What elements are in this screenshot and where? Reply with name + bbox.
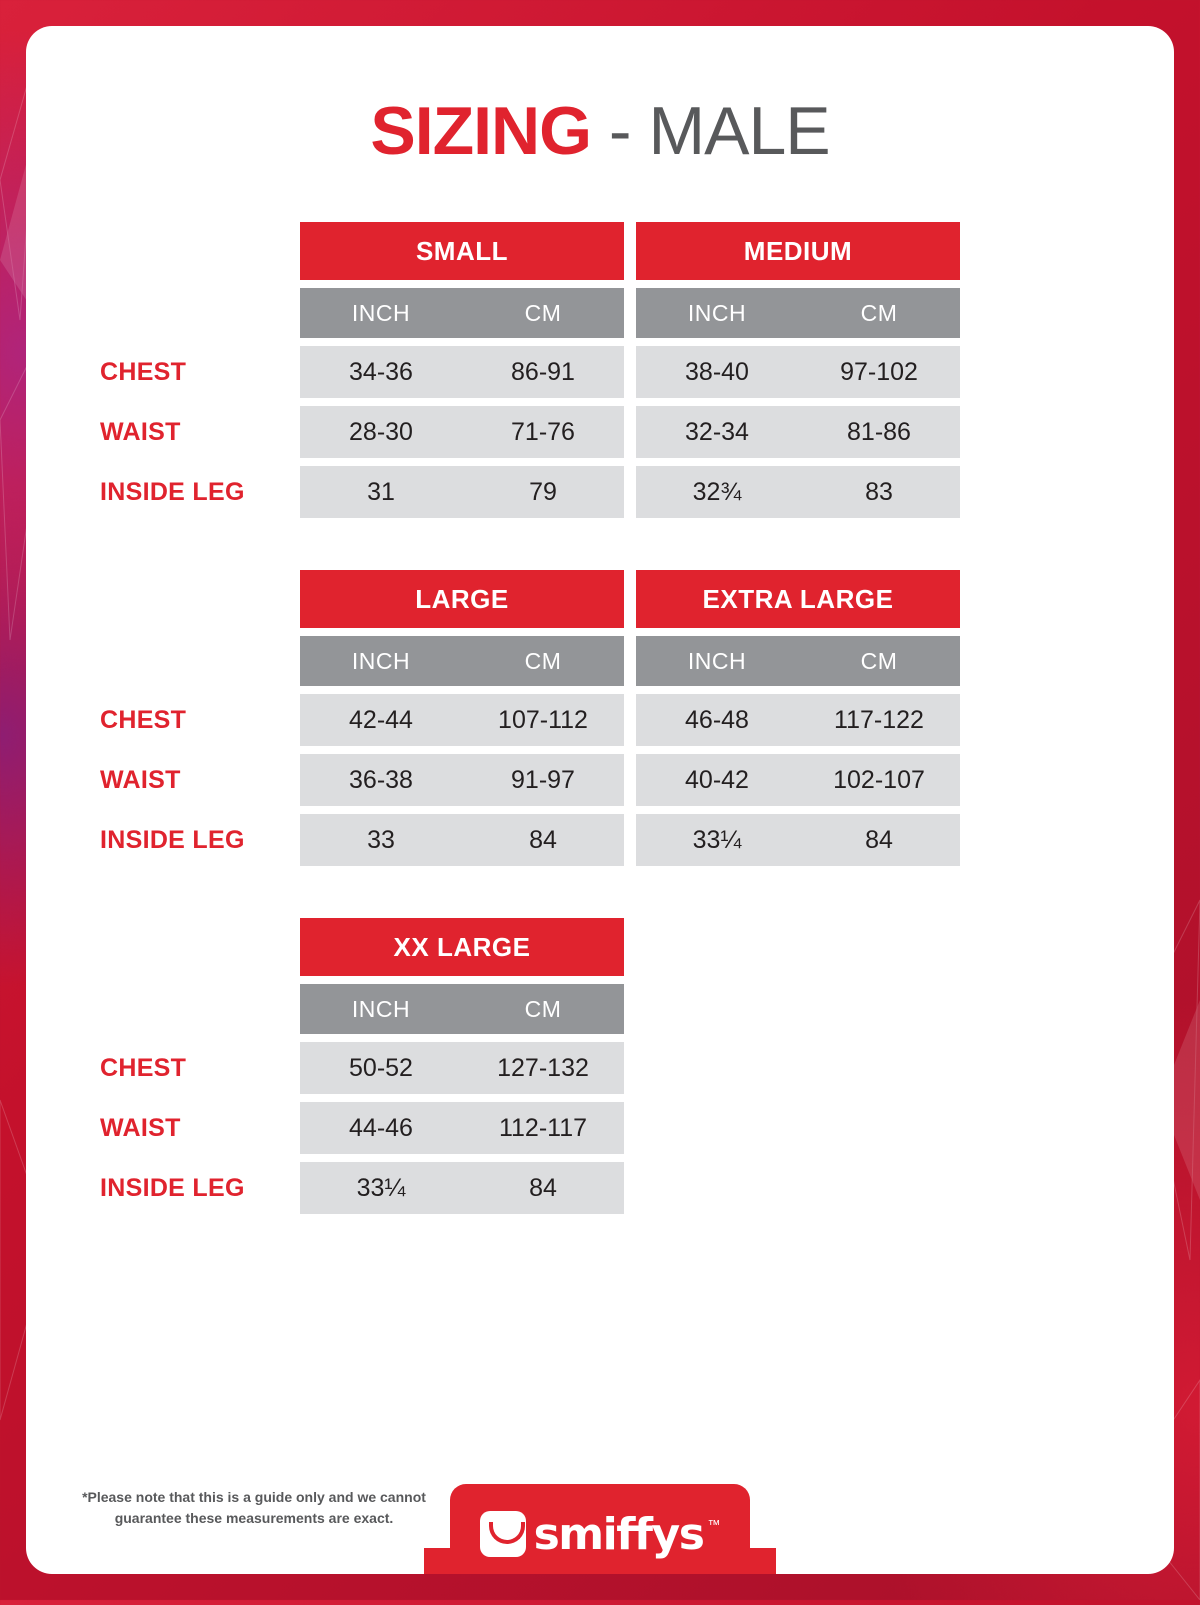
footnote: *Please note that this is a guide only and we cannot guarantee these measurements are exact. (82, 1489, 426, 1526)
table-cell: 34-36 (300, 346, 462, 398)
column-gap (624, 918, 636, 976)
empty-cell (798, 984, 960, 1034)
empty-cell (798, 918, 960, 976)
row-label: CHEST (100, 1053, 187, 1082)
table-cell: 32-34 (636, 406, 798, 458)
table-cell: 102-107 (798, 754, 960, 806)
table-cell: 84 (798, 814, 960, 866)
table-cell: 38-40 (636, 346, 798, 398)
unit-header: CM (798, 636, 960, 686)
table-cell: 117-122 (798, 694, 960, 746)
size-header: SMALL (300, 222, 624, 280)
table-cell: 32¾ (636, 466, 798, 518)
corner-spacer (100, 288, 300, 338)
table-cell: 33 (300, 814, 462, 866)
row-label: WAIST (100, 765, 181, 794)
size-header: MEDIUM (636, 222, 960, 280)
page-title-light: MALE (648, 93, 830, 169)
column-gap (624, 1162, 636, 1214)
size-table-2 (100, 570, 1100, 866)
size-table-3 (100, 918, 1100, 1214)
brand-name: smiffys (533, 1508, 704, 1560)
page-title-bold: SIZING (370, 93, 592, 169)
unit-header: CM (462, 288, 624, 338)
table-cell: 81-86 (798, 406, 960, 458)
column-gap (624, 694, 636, 746)
table-cell: 44-46 (300, 1102, 462, 1154)
table-cell: 84 (462, 1162, 624, 1214)
column-gap (624, 570, 636, 628)
table-cell: 33¼ (300, 1162, 462, 1214)
table-cell: 42-44 (300, 694, 462, 746)
table-cell: 127-132 (462, 1042, 624, 1094)
column-gap (624, 1102, 636, 1154)
row-label: WAIST (100, 1113, 181, 1142)
sizing-card (26, 26, 1174, 1574)
column-gap (624, 406, 636, 458)
size-block-2 (100, 570, 1100, 866)
table-cell: 36-38 (300, 754, 462, 806)
row-label: WAIST (100, 417, 181, 446)
row-label: CHEST (100, 357, 187, 386)
table-cell: 46-48 (636, 694, 798, 746)
row-label: INSIDE LEG (100, 1173, 245, 1202)
table-cell: 91-97 (462, 754, 624, 806)
table-cell: 97-102 (798, 346, 960, 398)
table-cell: 28-30 (300, 406, 462, 458)
empty-cell (636, 1042, 798, 1094)
table-cell: 112-117 (462, 1102, 624, 1154)
size-header: EXTRA LARGE (636, 570, 960, 628)
unit-header: CM (462, 984, 624, 1034)
size-header: LARGE (300, 570, 624, 628)
smile-icon (480, 1511, 526, 1557)
row-label: INSIDE LEG (100, 477, 245, 506)
empty-cell (636, 1162, 798, 1214)
row-label: INSIDE LEG (100, 825, 245, 854)
table-cell: 83 (798, 466, 960, 518)
table-cell: 40-42 (636, 754, 798, 806)
empty-cell (636, 918, 798, 976)
unit-header: CM (462, 636, 624, 686)
column-gap (624, 754, 636, 806)
table-cell: 33¼ (636, 814, 798, 866)
brand-logo (450, 1484, 750, 1574)
unit-header: CM (798, 288, 960, 338)
size-table-1 (100, 222, 1100, 518)
column-gap (624, 984, 636, 1034)
size-block-1 (100, 222, 1100, 518)
unit-header: INCH (636, 636, 798, 686)
page-title-dash: - (591, 93, 649, 169)
table-cell: 86-91 (462, 346, 624, 398)
column-gap (624, 288, 636, 338)
unit-header: INCH (300, 984, 462, 1034)
corner-spacer (100, 984, 300, 1034)
empty-cell (798, 1162, 960, 1214)
unit-header: INCH (300, 288, 462, 338)
row-label: CHEST (100, 705, 187, 734)
size-block-3 (100, 918, 1100, 1214)
table-cell: 84 (462, 814, 624, 866)
corner-spacer (100, 222, 300, 280)
table-cell: 31 (300, 466, 462, 518)
table-cell: 107-112 (462, 694, 624, 746)
empty-cell (636, 984, 798, 1034)
table-cell: 71-76 (462, 406, 624, 458)
size-header: XX LARGE (300, 918, 624, 976)
trademark-symbol: ™ (707, 1516, 721, 1532)
column-gap (624, 222, 636, 280)
corner-spacer (100, 918, 300, 976)
column-gap (624, 1042, 636, 1094)
column-gap (624, 636, 636, 686)
column-gap (624, 814, 636, 866)
column-gap (624, 466, 636, 518)
unit-header: INCH (636, 288, 798, 338)
corner-spacer (100, 636, 300, 686)
empty-cell (798, 1102, 960, 1154)
empty-cell (798, 1042, 960, 1094)
corner-spacer (100, 570, 300, 628)
table-cell: 79 (462, 466, 624, 518)
page-title (26, 92, 1174, 170)
empty-cell (636, 1102, 798, 1154)
column-gap (624, 346, 636, 398)
table-cell: 50-52 (300, 1042, 462, 1094)
unit-header: INCH (300, 636, 462, 686)
